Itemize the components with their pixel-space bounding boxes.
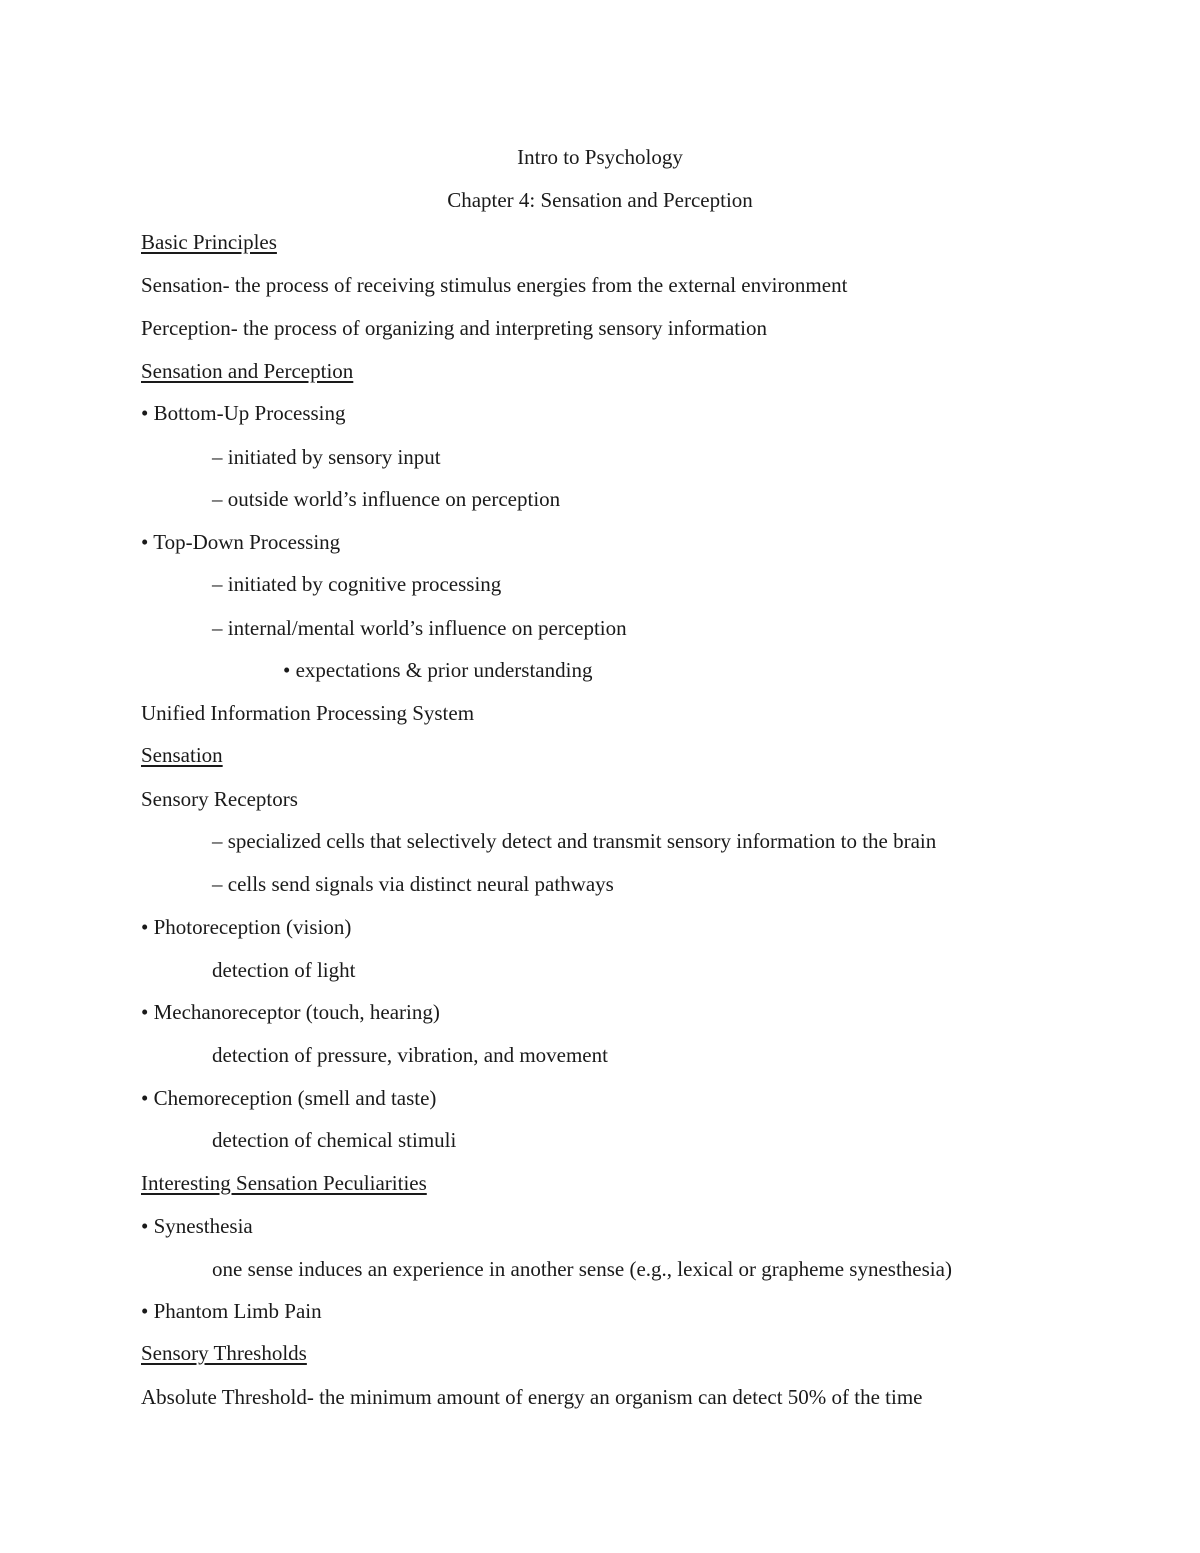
bullet-mechanoreceptor: • Mechanoreceptor (touch, hearing) [141, 1000, 440, 1024]
definition-perception: Perception- the process of organizing and interpreting sensory information [141, 316, 767, 340]
section-heading-peculiarities: Interesting Sensation Peculiarities [141, 1171, 427, 1195]
sub-bullet: – initiated by sensory input [212, 445, 441, 469]
sub-bullet: – outside world’s influence on perception [212, 487, 561, 511]
bullet-phantom-limb: • Phantom Limb Pain [141, 1299, 322, 1323]
bullet-bottom-up: • Bottom-Up Processing [141, 401, 346, 425]
sub-bullet: – initiated by cognitive processing [212, 572, 502, 596]
document-title: Intro to Psychology [517, 145, 683, 169]
indented-text: detection of pressure, vibration, and movement [212, 1043, 608, 1067]
indented-text: detection of chemical stimuli [212, 1128, 457, 1152]
bullet-top-down: • Top-Down Processing [141, 530, 341, 554]
section-heading-basic-principles: Basic Principles [141, 230, 277, 254]
sub-bullet: – cells send signals via distinct neural pathways [212, 872, 614, 896]
section-heading-sensory-thresholds: Sensory Thresholds [141, 1341, 307, 1365]
text-line: Unified Information Processing System [141, 701, 475, 725]
bullet-photoreception: • Photoreception (vision) [141, 915, 352, 939]
bullet-synesthesia: • Synesthesia [141, 1214, 253, 1238]
indented-text: detection of light [212, 958, 356, 982]
sub-bullet: – internal/mental world’s influence on perception [212, 616, 627, 640]
section-heading-sensation: Sensation [141, 743, 223, 767]
sub-sub-bullet: • expectations & prior understanding [283, 658, 593, 682]
definition-absolute-threshold: Absolute Threshold- the minimum amount of energy an organism can detect 50% of the time [141, 1385, 923, 1409]
text-line: Sensory Receptors [141, 787, 298, 811]
definition-sensation: Sensation- the process of receiving stimulus energies from the external environment [141, 273, 848, 297]
sub-bullet: – specialized cells that selectively detect and transmit sensory information to the brain [212, 829, 937, 853]
indented-text: one sense induces an experience in another sense (e.g., lexical or grapheme synesthesia) [212, 1257, 952, 1281]
section-heading-sensation-and-perception: Sensation and Perception [141, 359, 354, 383]
chapter-heading: Chapter 4: Sensation and Perception [447, 188, 753, 212]
bullet-chemoreception: • Chemoreception (smell and taste) [141, 1086, 437, 1110]
